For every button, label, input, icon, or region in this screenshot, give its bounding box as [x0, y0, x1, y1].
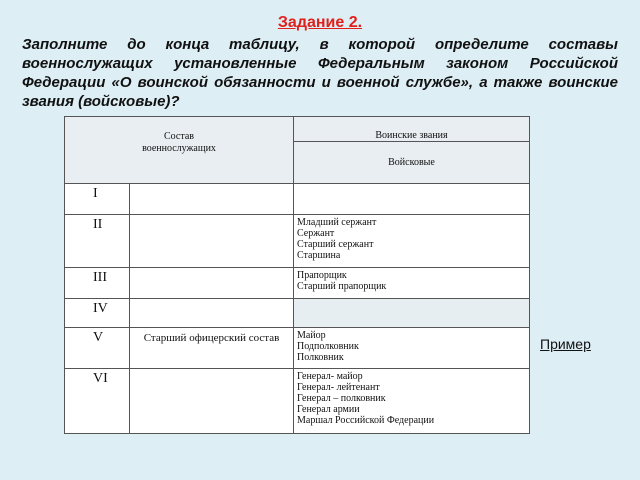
rank-item: Полковник — [297, 352, 344, 363]
rank-item: Генерал- майор — [297, 371, 363, 382]
ranks-table — [64, 116, 530, 434]
rank-item: Подполковник — [297, 341, 359, 352]
rank-item: Генерал- лейтенант — [297, 382, 380, 393]
composition-cell[interactable] — [130, 369, 294, 434]
table-row — [65, 268, 530, 299]
table-row — [65, 215, 530, 268]
row-number: I — [65, 184, 130, 215]
ranks-cell — [294, 328, 530, 369]
rank-item: Старший сержант — [297, 239, 374, 250]
ranks-cell[interactable] — [294, 299, 530, 328]
header-composition-line1: Состав — [163, 131, 194, 142]
composition-cell[interactable] — [130, 268, 294, 299]
rank-item: Прапорщик — [297, 270, 347, 281]
rank-item: Младший сержант — [297, 217, 377, 228]
header-composition — [65, 117, 294, 184]
ranks-cell — [294, 215, 530, 268]
table-row — [65, 299, 530, 328]
rank-item: Генерал – полковник — [297, 393, 386, 404]
row-number: VI — [65, 369, 130, 434]
header-troop: Войсковые — [294, 141, 530, 183]
composition-cell: Старший офицерский состав — [130, 328, 294, 369]
composition-cell[interactable] — [130, 184, 294, 215]
composition-cell[interactable] — [130, 299, 294, 328]
composition-cell[interactable] — [130, 215, 294, 268]
row-number: II — [65, 215, 130, 268]
ranks-cell — [294, 268, 530, 299]
rank-item: Старший прапорщик — [297, 281, 387, 292]
task-description: Заполните до конца таблицу, в которой определите составы военнослужащих установленные Федеральным законом Российской Федерации «О воинской обязанности и военной службе», а также воинские звания (войсковые)? — [22, 36, 618, 110]
table-row — [65, 184, 530, 215]
rank-item: Маршал Российской Федерации — [297, 415, 435, 426]
row-number: V — [65, 328, 130, 369]
rank-item: Сержант — [297, 228, 335, 239]
rank-item: Генерал армии — [297, 404, 360, 415]
header-ranks: Воинские звания — [294, 117, 530, 142]
header-composition-line2: военнослужащих — [142, 143, 216, 154]
ranks-cell — [294, 369, 530, 434]
row-number: IV — [65, 299, 130, 328]
rank-item: Старшина — [297, 250, 341, 261]
task-title: Задание 2. — [277, 14, 363, 31]
ranks-cell[interactable] — [294, 184, 530, 215]
example-link[interactable]: Пример — [540, 336, 591, 352]
table-row — [65, 369, 530, 434]
rank-item: Майор — [297, 330, 326, 341]
row-number: III — [65, 268, 130, 299]
table-row — [65, 328, 530, 369]
